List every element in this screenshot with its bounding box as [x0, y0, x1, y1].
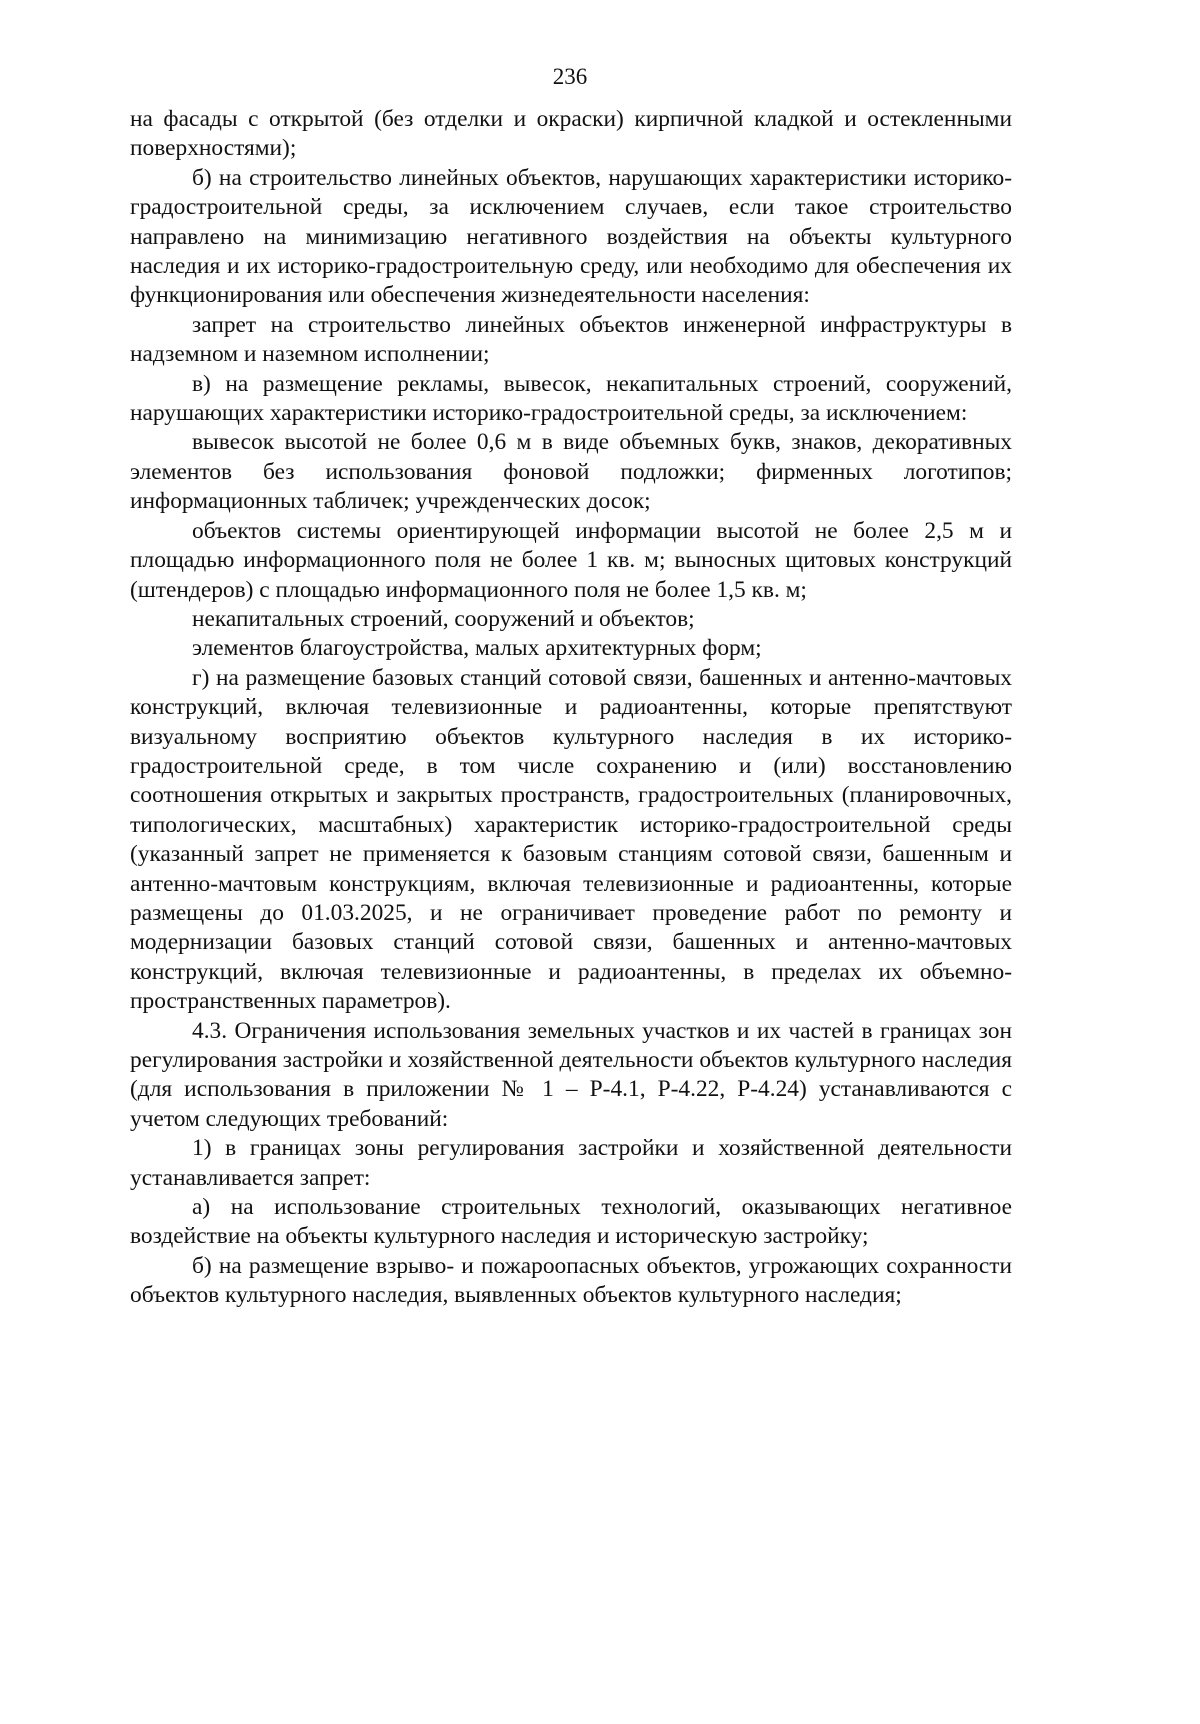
paragraph: 4.3. Ограничения использования земельных участков и их частей в границах зон регулирования застройки и хозяйственной деятельности объектов культурного наследия (для использования в приложении № 1 – Р-4.1, Р-4.22, Р-4.24) устанавливаются с учетом следующих требований:: [130, 1017, 1012, 1132]
paragraph: некапитальных строений, сооружений и объектов;: [192, 605, 695, 632]
paragraph: а) на использование строительных технологий, оказывающих негативное воздействие на объекты культурного наследия и историческую застройку;: [130, 1194, 1012, 1250]
paragraph: на фасады с открытой (без отделки и окраски) кирпичной кладкой и остекленными поверхностями);: [130, 106, 1012, 162]
paragraph: вывесок высотой не более 0,6 м в виде объемных букв, знаков, декоративных элементов без использования фоновой подложки; фирменных логотипов; информационных табличек; учрежденческих досок;: [130, 429, 1012, 515]
paragraph: б) на размещение взрыво- и пожароопасных объектов, угрожающих сохранности объектов культурного наследия, выявленных объектов культурного наследия;: [130, 1252, 1012, 1309]
paragraph: объектов системы ориентирующей информации высотой не более 2,5 м и площадью информационного поля не более 1 кв. м; выносных щитовых конструкций (штендеров) с площадью информационного поля не более 1,5 кв. м;: [130, 517, 1012, 603]
page-number: 236: [552, 64, 588, 89]
paragraph: б) на строительство линейных объектов, нарушающих характеристики историко-градостроительной среды, за исключением случаев, если такое строительство направлено на минимизацию негативного воздействия на объекты культурного наследия и их историко-градостроительную среду, или необходимо для обеспечения их функционирования или обеспечения жизнедеятельности населения:: [130, 164, 1012, 309]
paragraph: элементов благоустройства, малых архитектурных форм;: [192, 635, 762, 662]
paragraph: г) на размещение базовых станций сотовой связи, башенных и антенно-мачтовых конструкций, включая телевизионные и радиоантенны, которые препятствуют визуальному восприятию объектов культурного наследия в их историко-градостроительной среде, в том числе сохранению и (или) восстановлению соотношения открытых и закрытых пространств, градостроительных (планировочных, типологических, масштабных) характеристик историко-градостроительной среды (указанный запрет не применяется к базовым станциям сотовой связи, башенным и антенно-мачтовым конструкциям, включая телевизионные и радиоантенны, которые размещены до 01.03.2025, и не ограничивает проведение работ по ремонту и модернизации базовых станций сотовой связи, башенных и антенно-мачтовых конструкций, включая телевизионные и радиоантенны, в пределах их объемно-пространственных параметров).: [130, 664, 1012, 1015]
paragraph: в) на размещение рекламы, вывесок, некапитальных строений, сооружений, нарушающих характеристики историко-градостроительной среды, за исключением:: [130, 370, 1012, 427]
document-body: [130, 105, 1012, 1311]
paragraph: 1) в границах зоны регулирования застройки и хозяйственной деятельности устанавливается запрет:: [130, 1135, 1012, 1191]
paragraph: запрет на строительство линейных объектов инженерной инфраструктуры в надземном и наземном исполнении;: [130, 311, 1012, 368]
